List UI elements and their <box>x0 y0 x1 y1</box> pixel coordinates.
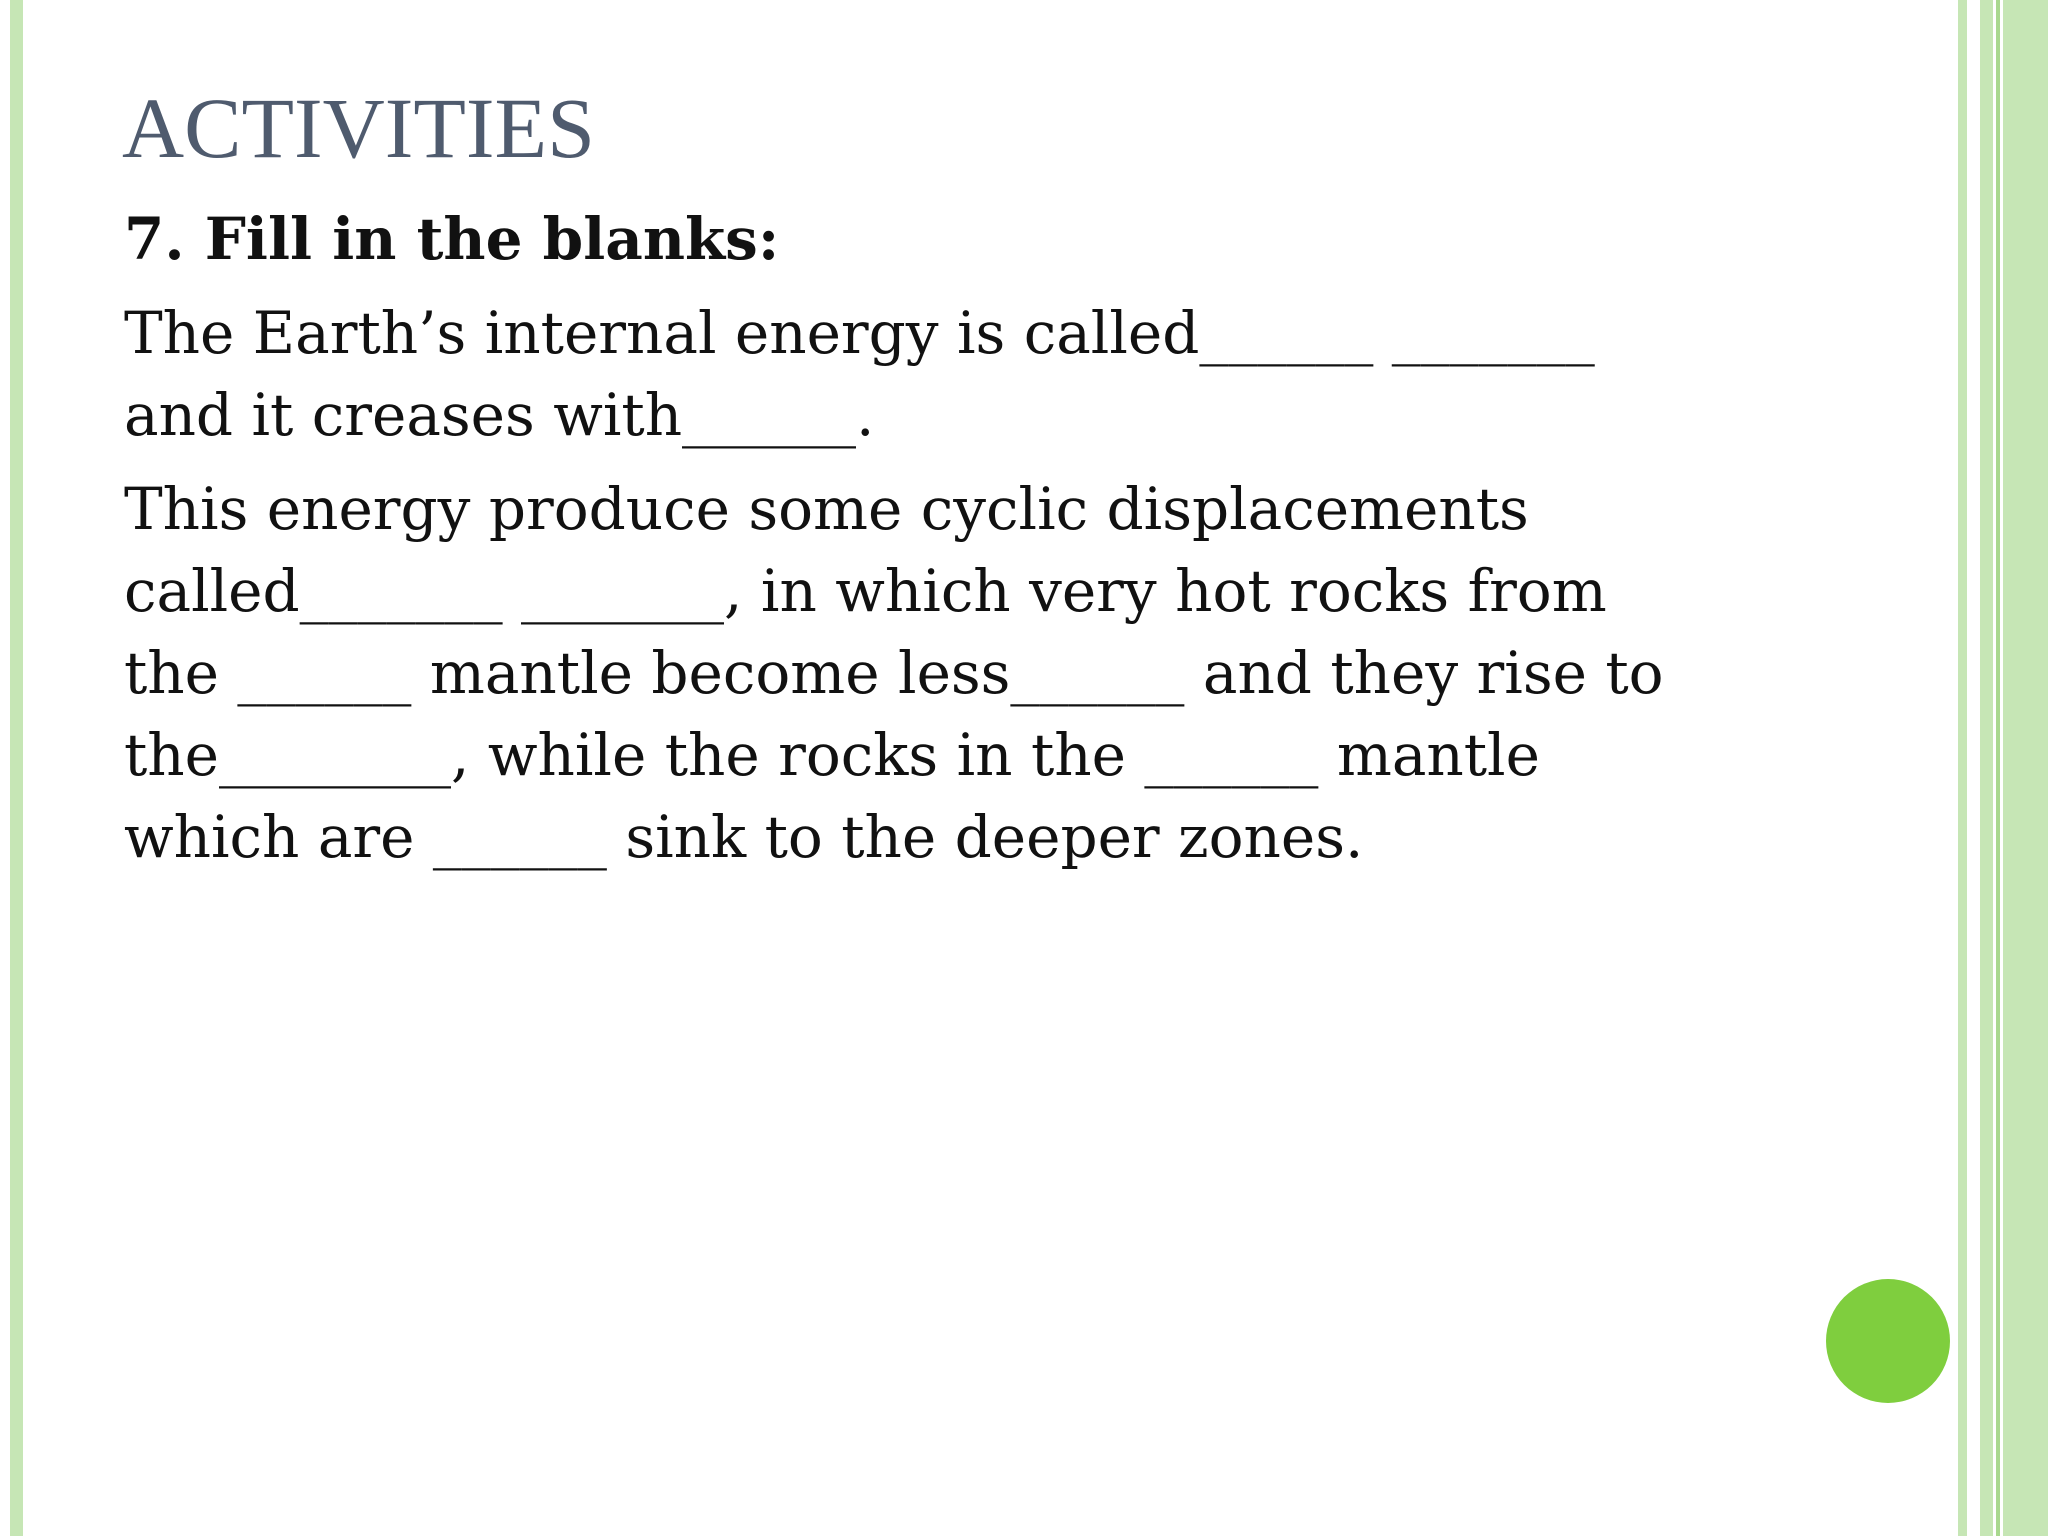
slide-body <box>124 198 1954 878</box>
left-border-stripe <box>10 0 23 1536</box>
right-border-stripe <box>2003 0 2048 1536</box>
right-border-stripe <box>1980 0 1993 1536</box>
paragraph-line: called_______ _______, in which very hot rocks from <box>124 557 1607 625</box>
decorative-green-circle <box>1826 1279 1950 1403</box>
paragraph-line: which are ______ sink to the deeper zones. <box>124 803 1364 871</box>
right-border-stripe <box>1996 0 2000 1536</box>
paragraph-1 <box>124 292 1954 456</box>
paragraph-line: and it creases with______. <box>124 381 875 449</box>
exercise-heading: 7. Fill in the blanks: <box>124 205 780 273</box>
paragraph-2 <box>124 468 1954 878</box>
slide-title: ACTIVITIES <box>122 80 595 176</box>
paragraph-line: the ______ mantle become less______ and they rise to <box>124 639 1664 707</box>
paragraph-line: The Earth’s internal energy is called______ _______ <box>124 299 1595 367</box>
paragraph-line: This energy produce some cyclic displacements <box>124 475 1529 543</box>
right-border-stripe <box>1958 0 1967 1536</box>
paragraph-line: the________, while the rocks in the ______ mantle <box>124 721 1540 789</box>
